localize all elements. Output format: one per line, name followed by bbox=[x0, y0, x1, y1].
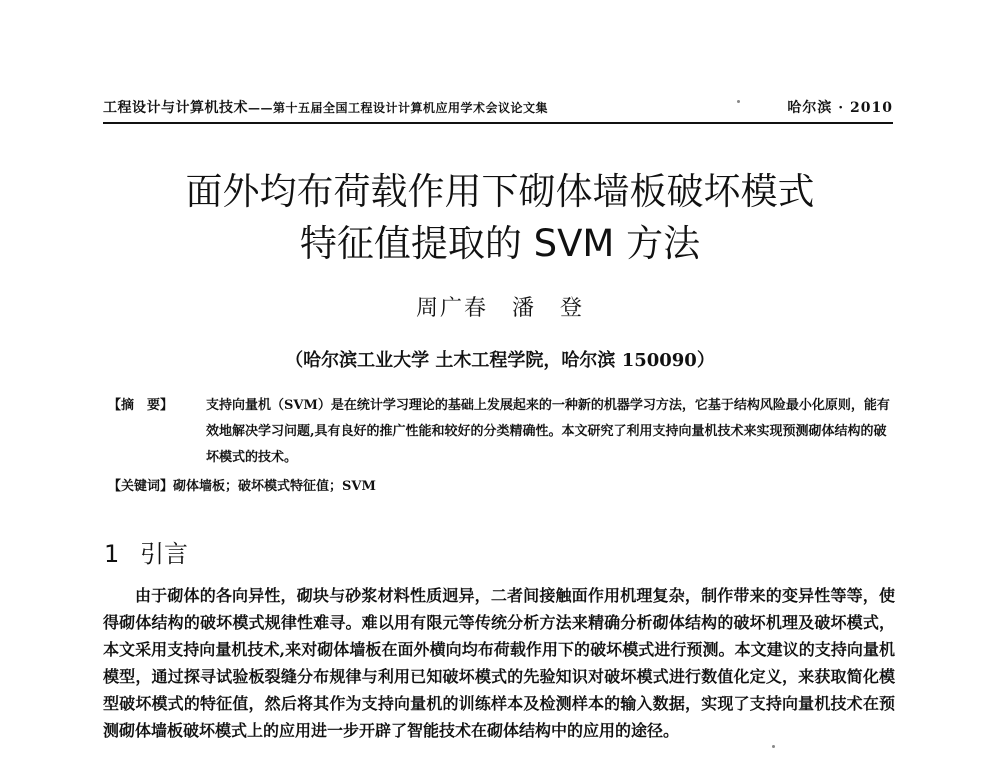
affiliation: （哈尔滨工业大学 土木工程学院，哈尔滨 150090） bbox=[285, 350, 715, 371]
running-header-location-year: 哈尔滨 · 2010 bbox=[787, 100, 893, 116]
abstract-label: 【摘 要】 bbox=[108, 398, 174, 413]
scan-speck bbox=[772, 745, 775, 748]
body-text bbox=[103, 582, 895, 744]
running-header bbox=[103, 96, 893, 120]
keywords-label: 【关键词】 bbox=[108, 479, 174, 494]
abstract-text: 支持向量机（SVM）是在统计学习理论的基础上发展起来的一种新的机器学习方法，它基于结构风险最小化原则，能有效地解决学习问题,具有良好的推广性能和较好的分类精确性。本文研究了利用支持向量机技术来实现预测砌体结构的破坏模式的技术。 bbox=[206, 398, 890, 465]
proceedings-name: ——第十五届全国工程设计计算机应用学术会议论文集 bbox=[248, 101, 549, 115]
keywords bbox=[108, 474, 898, 500]
journal-name: 工程设计与计算机技术 bbox=[103, 100, 248, 116]
authors: 周广春 潘 登 bbox=[415, 296, 584, 321]
body-paragraph: 由于砌体的各向异性，砌块与砂浆材料性质迥异，二者间接触面作用机理复杂，制作带来的变异性等等，使得砌体结构的破坏模式规律性难寻。难以用有限元等传统分析方法来精确分析砌体结构的破坏机理及破坏模式，本文采用支持向量机技术,来对砌体墙板在面外横向均布荷载作用下的破坏模式进行预测。本文建议的支持向量机模型，通过探寻试验板裂缝分布规律与利用已知破坏模式的先验知识对破坏模式进行数值化定义，来获取简化模型破坏模式的特征值，然后将其作为支持向量机的训练样本及检测样本的输入数据，实现了支持向量机技术在预测砌体墙板破坏模式上的应用进一步开辟了智能技术在砌体结构中的应用的途径。 bbox=[103, 586, 895, 740]
scan-speck bbox=[737, 100, 740, 103]
title-line-1: 面外均布荷载作用下砌体墙板破坏模式 bbox=[185, 170, 815, 213]
header-rule bbox=[103, 122, 893, 124]
section-title: 引言 bbox=[140, 540, 188, 568]
running-header-journal bbox=[103, 96, 548, 120]
title-line-2: 特征值提取的 SVM 方法 bbox=[299, 222, 701, 265]
abstract bbox=[108, 393, 898, 471]
paper-title bbox=[100, 166, 900, 270]
section-number: 1 bbox=[104, 540, 120, 568]
section-heading bbox=[104, 538, 188, 570]
keywords-text: 砌体墙板；破坏模式特征值；SVM bbox=[173, 479, 376, 494]
